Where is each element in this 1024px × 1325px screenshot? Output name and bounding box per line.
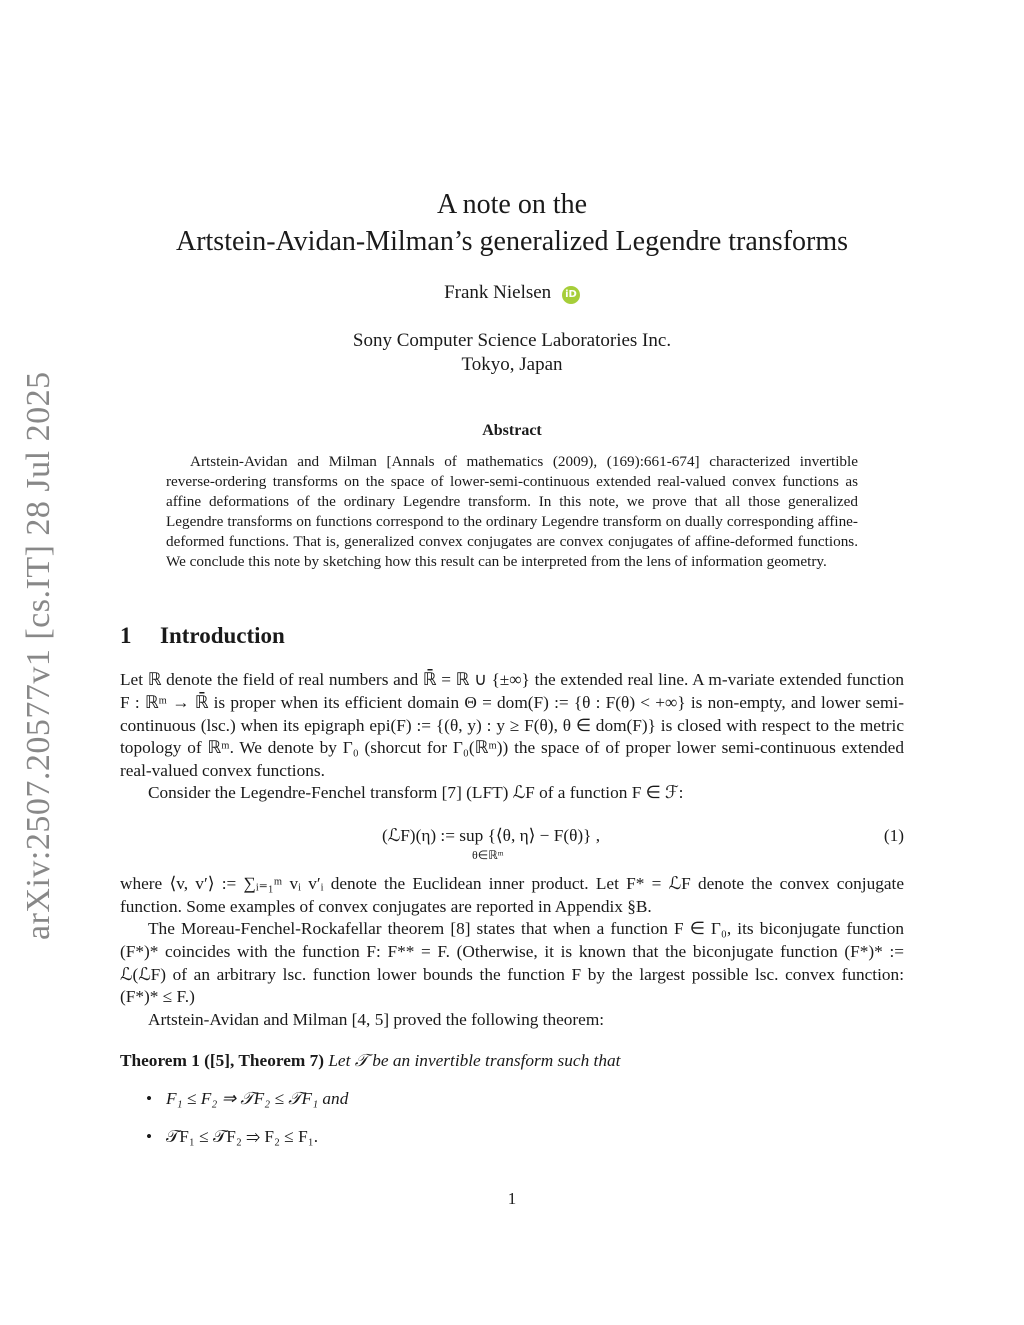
bullet-icon: • <box>146 1089 153 1108</box>
paper-title-line-2: Artstein-Avidan-Milman’s generalized Legendre transforms <box>175 226 849 257</box>
condition-1: F₁ ≤ F₂ ⇒ 𝒯F₂ ≤ 𝒯F₁ and <box>166 1089 349 1108</box>
list-item <box>146 1127 348 1165</box>
abstract-heading: Abstract <box>482 422 542 439</box>
theorem-label: Theorem 1 ([5], Theorem 7) <box>120 1051 324 1070</box>
page-number: 1 <box>507 1189 517 1208</box>
theorem-conditions-list <box>146 1089 348 1165</box>
section-heading <box>120 623 285 649</box>
orcid-icon[interactable]: iD <box>562 286 580 304</box>
condition-2: 𝒯F₁ ≤ 𝒯F₂ ⇒ F₂ ≤ F₁. <box>166 1127 319 1146</box>
paragraph-definitions: Let ℝ denote the field of real numbers and ℝ̄ = ℝ ∪ {±∞} the extended real line. A m-variate extended function F : ℝᵐ → ℝ̄ is proper when its efficient domain Θ = dom(F) := {θ : F(θ) < +∞} is non-empty, and lower semi-continuous (lsc.) when its epigraph epi(F) := {(θ, y) : y ≥ F(θ), θ ∈ dom(F)} is closed with respect to the metric topology of ℝᵐ. We denote by Γ₀ (shorcut for Γ₀(ℝᵐ)) the space of of proper lower semi-continuous extended real-valued convex functions. <box>120 670 904 781</box>
theorem-statement: Let 𝒯 be an invertible transform such that <box>328 1051 621 1070</box>
arxiv-identifier-stamp[interactable]: arXiv:2507.20577v1 [cs.IT] 28 Jul 2025 <box>20 371 57 940</box>
section-number: 1 <box>120 623 132 648</box>
equation-body: (ℒF)(η) := sup {⟨θ, η⟩ − F(θ)} , <box>382 826 601 845</box>
affiliation-institution: Sony Computer Science Laboratories Inc. <box>352 330 672 351</box>
equation-number: (1) <box>883 826 904 845</box>
section-title: Introduction <box>160 623 285 648</box>
paper-title-line-1: A note on the <box>436 189 588 220</box>
author-name: Frank Nielsen <box>444 282 552 303</box>
theorem-1 <box>120 1051 904 1071</box>
equation-subscript: θ∈ℝᵐ <box>472 848 504 862</box>
bullet-icon: • <box>146 1127 153 1146</box>
affiliation-location: Tokyo, Japan <box>461 354 563 375</box>
paragraph-inner-product: where ⟨v, v′⟩ := ∑ᵢ₌₁ᵐ vᵢ v′ᵢ denote the Euclidean inner product. Let F* = ℒF denote the convex conjugate function. Some examples of convex conjugates are reported in Appendix §B. <box>120 874 904 916</box>
paragraph-moreau-fenchel: The Moreau-Fenchel-Rockafellar theorem [8] states that when a function F ∈ Γ₀, its biconjugate function (F*)* coincides with the function F: F** = F. (Otherwise, it is known that the biconjugate function (F*)* := ℒ(ℒF) of an arbitrary lsc. function lower bounds the function F by the largest possible lsc. convex function: (F*)* ≤ F.) <box>120 919 904 1007</box>
list-item <box>146 1089 348 1127</box>
author-line <box>120 282 904 304</box>
abstract-text: Artstein-Avidan and Milman [Annals of mathematics (2009), (169):661-674] characterized invertible reverse-ordering transforms on the space of lower-semi-continuous extended real-valued convex functions as affine deformations of the ordinary Legendre transform. In this note, we prove that all those generalized Legendre transforms on functions correspond to the ordinary Legendre transform on dually corresponding affine-deformed functions. That is, generalized convex conjugates are convex conjugates of affine-deformed functions. We conclude this note by sketching how this result can be interpreted from the lens of information geometry. <box>166 453 858 570</box>
paragraph-theorem-intro: Artstein-Avidan and Milman [4, 5] proved the following theorem: <box>148 1010 605 1029</box>
paragraph-lft-intro: Consider the Legendre-Fenchel transform [7] (LFT) ℒF of a function F ∈ ℱ: <box>148 783 684 802</box>
